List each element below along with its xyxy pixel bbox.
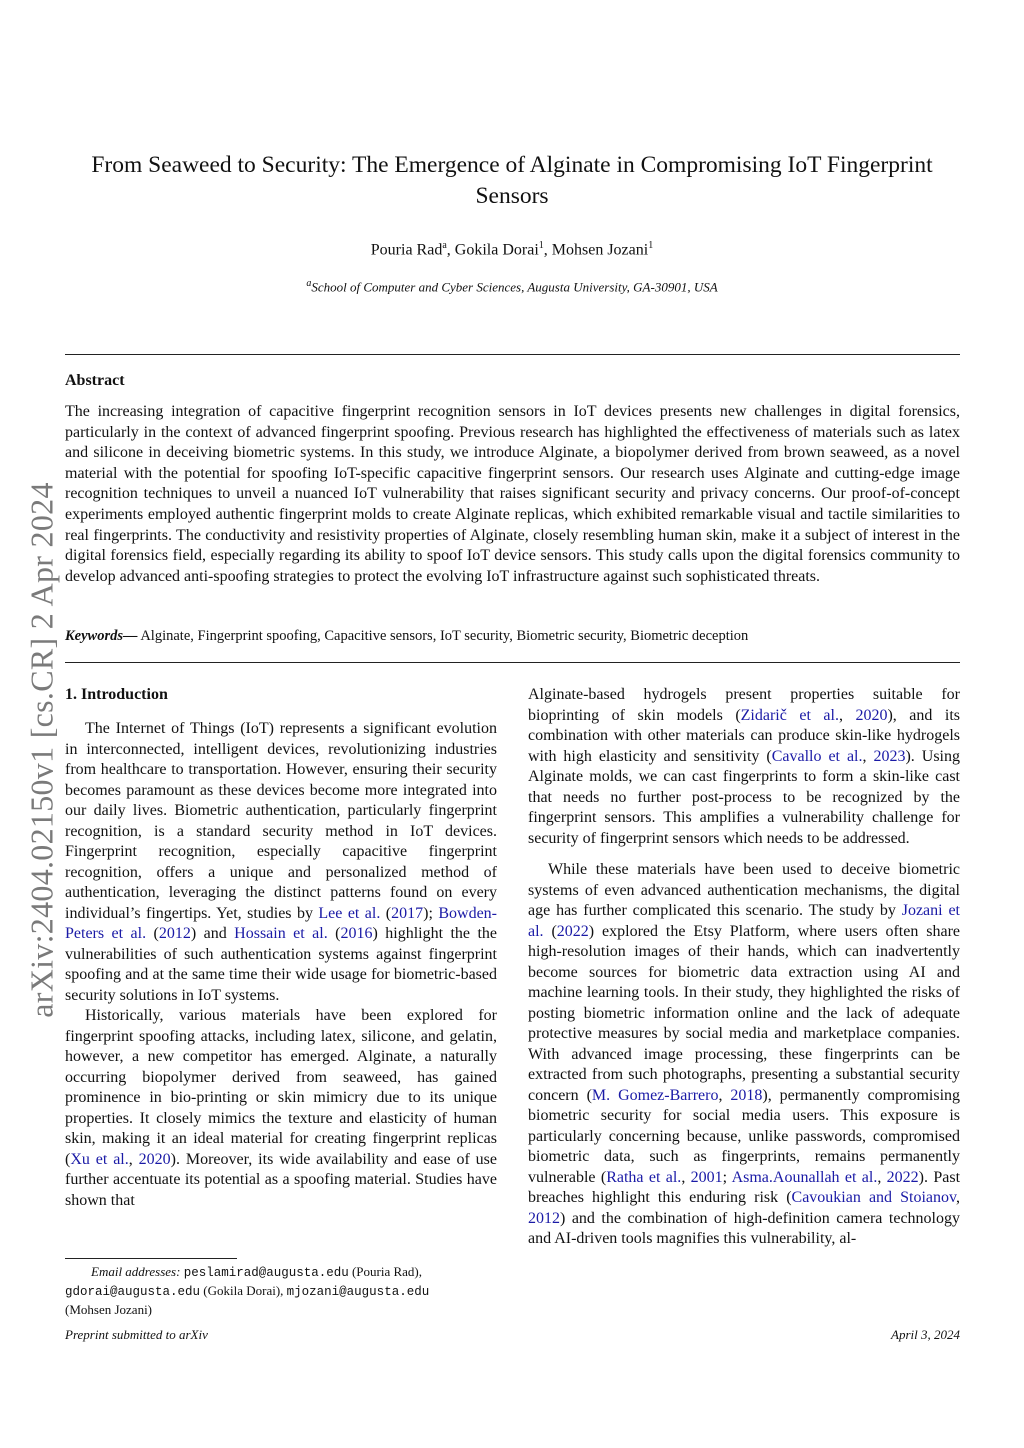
citation-link[interactable]: 2020 [855,706,888,724]
keywords [65,628,960,645]
text-run: Alginate-based hydrogels present properties suitable for bioprinting of skin models ( [528,686,960,724]
text-run: ). Using Alginate molds, we can cast fingerprints to form a skin-like cast that needs no further post-process to be recognized by the fingerprint sensors. This amplifies a vulnerability challenge for security of fingerprint sensors which needs to be addressed. [528,747,960,847]
paragraph [528,685,960,849]
divider [65,354,960,355]
affiliation-text: School of Computer and Cyber Sciences, Augusta University, GA-30901, USA [311,279,718,295]
affiliation-mark: a [306,278,312,289]
text-run: ( [380,904,392,922]
abstract-heading: Abstract [65,372,125,389]
footer-left: Preprint submitted to arXiv [65,1327,208,1342]
left-column [65,685,497,1211]
text-run: ) and [190,925,235,942]
citation-link[interactable]: Xu et al. [70,1150,129,1168]
author: Mohsen Jozani [551,241,649,259]
text-run: ) highlight the the vulnerabilities of such authentication systems against fingerprint spoofing and at the same time their wide usage for biometric-based security solutions in IoT systems. [65,925,498,1004]
paper-title: From Seaweed to Security: The Emergence of Alginate in Compromising IoT Fingerprint Sensors [91,152,933,209]
text-run: ), and its combination with other materials can produce skin-like hydrogels with high elasticity and sensitivity ( [528,706,960,765]
text-run: ), permanently compromising biometric security for social media users. This exposure is particularly concerning because, unlike passwords, compromised biometric data, such as fingerprints, remains permanently vulnerable ( [528,1086,961,1186]
citation-link[interactable]: Cavoukian and Stoianov [791,1189,956,1206]
citation-link[interactable]: 2012 [158,925,191,942]
citation-link[interactable]: 2023 [873,747,906,765]
footnote [65,1263,505,1319]
text-run: ). Moreover, its wide availability and ease of use further accentuate its potential as a spoofing material. Studies have shown that [65,1150,497,1209]
email-owner: (Mohsen Jozani) [65,1302,153,1317]
arxiv-stamp: arXiv:2404.02150v1 [cs.CR] 2 Apr 2024 [23,482,60,1018]
citation-link[interactable]: Jozani et al. [528,902,961,940]
author-mark: a [442,240,447,251]
keywords-label: Keywords— [65,628,138,644]
text-run: ; [722,1168,732,1186]
text-run: ( [543,922,557,940]
email-owner: (Gokila Dorai), [200,1283,287,1298]
citation-link[interactable]: 2020 [138,1150,171,1168]
citation-link[interactable]: M. Gomez-Barrero [591,1086,719,1104]
email-owner: (Pouria Rad), [348,1264,423,1279]
citation-link[interactable]: Hossain et al. [234,925,328,942]
citation-link[interactable]: 2001 [690,1168,723,1186]
citation-link[interactable]: 2016 [340,925,373,942]
citation-link[interactable]: Asma.Aounallah et al. [731,1168,878,1186]
citation-link[interactable]: 2012 [528,1209,560,1227]
email-link[interactable]: gdorai@augusta.edu [65,1285,201,1299]
abstract-text: The increasing integration of capacitive fingerprint recognition sensors in IoT devices presents new challenges in digital forensics, particularly in the context of advanced fingerprint spoofing. Previous research has highlighted the effectiveness of materials such as latex and silicone in deceiving biometric systems. In this study, we introduce Alginate, a biopolymer derived from brown seaweed, as a novel material with the potential for spoofing IoT-specific capacitive fingerprint sensors. Our research uses Alginate and cutting-edge image recognition techniques to unveil a nuanced IoT vulnerability that raises significant security and privacy concerns. Our proof-of-concept experiments employed authentic fingerprint molds to create Alginate replicas, which exhibited remarkable visual and tactile similarities to real fingerprints. The conductivity and resistivity properties of Alginate, closely resembling human skin, make it a subject of interest in the digital forensics field, especially regarding its ability to spoof IoT device sensors. This study calls upon the digital forensics community to develop advanced anti-spoofing strategies to protect the evolving IoT infrastructure against such sophisticated threats. [65,403,960,585]
email-link[interactable]: mjozani@augusta.edu [286,1285,430,1299]
text-run: ) and the combination of high-definition camera technology and AI-driven tools magnifies this vulnerability, al- [528,1209,960,1247]
citation-link[interactable]: 2022 [886,1168,919,1186]
text-run: Historically, various materials have been explored for fingerprint spoofing attacks, including latex, silicone, and gelatin, however, a new competitor has emerged. Alginate, a naturally occurring biopolymer derived from seaweed, has gained prominence in bio-printing or skin mimicry due to its unique properties. It closely mimics the texture and elasticity of human skin, making it an ideal material for creating fingerprint replicas ( [65,1007,497,1168]
section-heading: 1. Introduction [65,686,168,703]
text-run: ( [327,925,341,942]
text-run: ); [423,904,439,922]
divider [65,662,960,663]
citation-link[interactable]: Lee et al. [318,904,381,922]
text-run: The Internet of Things (IoT) represents a significant evolution in interconnected, intelligent devices, revolutionizing industries from healthcare to transportation. However, ensuring their security becomes paramount as these devices become more integrated into our daily lives. Biometric authentication, particularly fingerprint recognition, is a standard security method in IoT devices. Fingerprint recognition, especially capacitive fingerprint recognition, offers a unique and personalized method of authentication, leveraging the distinct patterns found on every individual’s fingertips. Yet, studies by [65,720,497,922]
text-run: , [862,747,874,765]
author-list: Pouria Rad$^a$, Gokila Dorai$^1$, Mohsen Jozani$^1$ [370,240,654,259]
paragraph [65,1006,497,1211]
author-mark: 1 [538,240,544,251]
paragraphs [528,685,960,1250]
right-column [528,685,960,1250]
citation-link[interactable]: 2017 [391,904,424,922]
text-run: , [956,1189,960,1206]
citation-link[interactable]: Bowden-Peters et al. [65,904,497,942]
text-run: ( [146,925,159,942]
paragraph [65,719,497,1006]
footer-right: April 3, 2024 [891,1327,960,1342]
citation-link[interactable]: Zidarič et al. [740,706,839,724]
email-link[interactable]: peslamirad@augusta.edu [183,1266,349,1280]
citation-link[interactable]: Cavallo et al. [771,747,863,765]
paragraph [528,860,960,1250]
paragraphs [65,719,497,1211]
text-run: , [877,1168,887,1186]
author-mark: 1 [648,240,654,251]
text-run: , [681,1168,691,1186]
footnote-label: Email addresses: [91,1264,181,1279]
text-run: , [838,706,856,724]
affiliation [0,278,1024,295]
author: Pouria Rad [370,241,443,259]
author: Gokila Dorai [454,241,539,259]
text-run: , [128,1150,139,1168]
text-run: While these materials have been used to deceive biometric systems of even advanced authentication mechanisms, the digital age has further complicated this scenario. The study by [528,861,960,919]
citation-link[interactable]: 2018 [730,1086,763,1104]
text-run: ) explored the Etsy Platform, where users often share high-resolution images of their hands, which can inadvertently become sources for biometric data extraction using AI and machine learning tools. In their study, they highlighted the risks of posting biometric information online and the lack of adequate protective measures by social media and marketplace companies. With advanced image processing, these fingerprints can be extracted from such photographs, presenting a substantial security concern ( [528,922,961,1104]
citation-link[interactable]: 2022 [556,922,589,940]
text-run: , [718,1086,731,1104]
footnote-rule [65,1258,237,1259]
citation-link[interactable]: Ratha et al. [606,1168,682,1186]
text-run: ). Past breaches highlight this enduring risk ( [528,1168,961,1206]
keywords-text: Alginate, Fingerprint spoofing, Capacitive sensors, IoT security, Biometric security, Biometric deception [140,628,749,644]
